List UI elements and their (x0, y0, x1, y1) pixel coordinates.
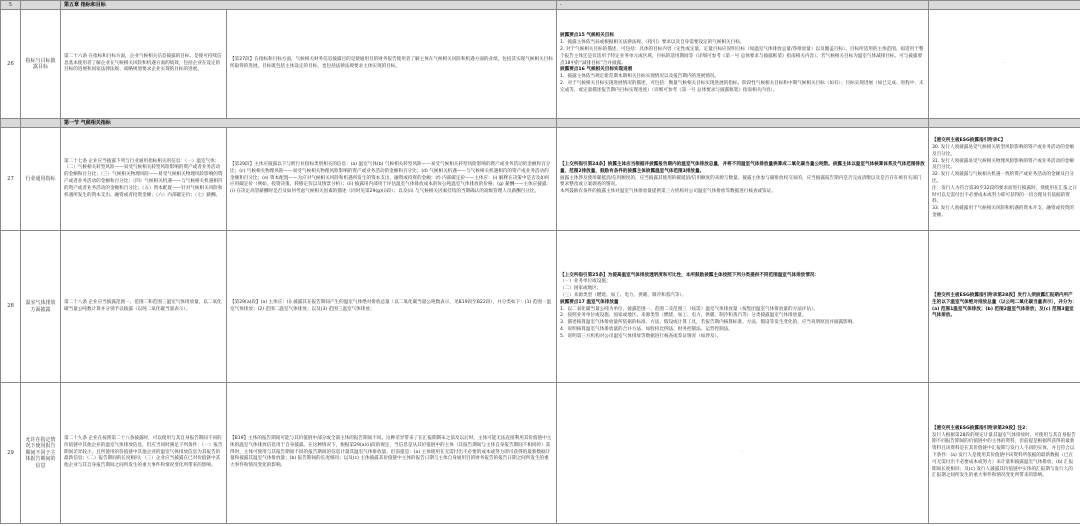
hkex-guideline (929, 231, 1080, 383)
table-row (1, 10, 1080, 119)
cell-line: 33. 发行人须披露用于气候相关风险和机遇的资本开支、融资或投资的金额。 (932, 206, 1074, 218)
sse-guideline (557, 231, 929, 383)
row-title: 温室气体排放方面披露 (21, 231, 61, 383)
section-title: 第五章 指标和目标 (61, 1, 557, 10)
blank-cell (21, 1, 61, 10)
cell-line: 披露主体涉及使用碳抵消/信用额度的，应当披露其使用的碳抵消/信用额度的来源与数量。披露主体参与碳排放权交易的，应当披露报告期内是否完成清缴以及是否存在被有关部门要求整改或立案调查的情况。 (560, 175, 922, 188)
cell-line: 【上交所指引第25条】为提高温室气体排放透明度和可比性，本所鼓励披露主体按照下列分类提供不同范围温室气体排放情况： (560, 272, 820, 278)
cell-line: 披露要点16 气候相关目标实现进展 (560, 67, 633, 73)
section-tail: - (557, 1, 929, 10)
cell-line: 【上交所指引第24条】披露主体应当根据并披露报告期内的温室气体排放总量，并将不同温室气体排放量换算成二氧化碳当量公吨数。披露主体以温室气体核算体系及气体范围排放量、范围2排放量，鼓励有条件的披露主体披露温室气体范围3排放量。 (560, 162, 925, 174)
hkex-guideline (929, 128, 1080, 231)
cell-line: 1．披露主体依当规定新范期本期相关目标实现情况以及报告期内的进展情况。 (560, 74, 720, 80)
table-row (1, 128, 1080, 231)
sse-guideline (557, 383, 929, 524)
row-title: 允许在指定情况下使用报告期间不同于主体报告期间的信息 (21, 383, 61, 524)
table-row (1, 383, 1080, 524)
section-title: 第一节 气候相关指标 (61, 119, 557, 128)
cell-line: 【港交所主板ESG披露指引附录第28段】发行人须披露汇报期内所产生的以下温室气体绝对排放总量（以公吨二氧化碳当量表示），并分为：(a) 范围1温室气体排放；(b) 范围2温室气体排放；及(c) 范围3温室气体排放。 (932, 292, 1077, 319)
table-row (1, 231, 1080, 383)
hkex-guideline: - (929, 10, 1080, 119)
blank-cell (21, 119, 61, 128)
cell-line: 披露要点15 气候相关目标 (560, 33, 614, 39)
section-header-row (1, 1, 1080, 10)
cn-standard-clause: 第二十七条 企业应当披露下列与行业通用指标相关的信息：（一）温室气体；（二）气候相关转型风险——易受气候相关转型风险影响的资产或者业务活动的金额和百分比；（三）气候相关物理风险——易受气候相关物理风险影响的资产或者业务活动的金额和百分比；（四）气候相关机遇——与气候相关机遇相符的资产或者业务活动的金额和百分比；（五）资本配置——针对气候相关风险和机遇所发生的资本支出、融资或者投资金额；（六）内部碳定价；（七）薪酬。 (61, 128, 227, 231)
row-title: 指标与目标披露目标 (21, 10, 61, 119)
cell-line: 【港交所主板ESG披露指引附录C】 (932, 138, 1006, 144)
cell-line: 30. 发行人须披露易受气候相关转型风险影响的资产或业务活动的金额及百分比。 (932, 145, 1074, 157)
cn-standard-clause: 第二十九条 企业在按照第二十八条披露时，可以使用与其自身报告期间不同的价值链中其他企业的温室气体排放信息，但应当同时满足下列条件：（一）报告期间差异较小，且所使用的价值链中其他企业的温室气体排放信息为其报告的最新信息；（二）报告期间的长度相同；（三）企业应当披露在已对价值链中其他企业与其自身报告期间之间所发生的重大事件和情况变化所带来的影响。 (61, 383, 227, 524)
row-number: 5 (1, 1, 21, 10)
cell-line: 31. 发行人须披露易受气候相关物理风险影响的资产或业务活动的金额及百分比。 (932, 158, 1074, 171)
cell-line: 2．按照业务单位或设施、国家或地区、来源类型（燃烧、加工、电力、供暖、制冷和蒸汽等）分类披露温室气体排放量。 (560, 313, 807, 319)
row-number (1, 119, 21, 128)
cell-line: （一）业务单位或设施； (560, 279, 611, 285)
cell-line: 5．说明第三方机构对公司温室气体排放等数据进行核查或鉴证情况（如涉及）。 (560, 333, 722, 339)
cell-line: 披露要点17 温室气体排放量 (560, 299, 619, 305)
cell-line: 注：发行人为符合第30至32段的要求而进行披露时，须使用在汇报之日时可以无需付出不必要成本或努力即可获得的一切合理及有依据的资料。 (932, 185, 1077, 205)
row-number: 26 (1, 10, 21, 119)
sse-guideline (557, 128, 929, 231)
issb-clause: 【B19】主体的报告期间可能与其价值链中部分或全部主体的报告期间不同。这种差异带来了在汇报期期末之前及以后时，主体可能无法直接利用其价值链中主体的温室气体排放信息用于自身披露。在这种情况下，根据第29(a)(i)段的规定，当信息是从其价值链中的主体（其报告期间与主体自身报告期间不相同时）获得时，主体可使用与其报告期间不同的报告期间的信息计量其温室气体排放量，但前提是：(a) 主体使用在无需付出不必要的成本或努力即可获得的最新数据计量和披露其温室气体排放量；(b) 报告期间的长度相同；以及(c) 主体披露其价值链中主体的报告日期与主体自身通用目的财务报告的报告日期之间所发生的重大事件和情况变化的影响。 (227, 383, 557, 524)
section-tail (557, 119, 929, 128)
issb-clause: 【第27段】在指标和目标方面，气候相关财务信息披露目的是使通用目的财务报告使用者了解主体在气候相关风险和机遇方面的业绩，包括其实现气候相关目标所取得的进展。目标既包括主体设定的目标，也包括法律法规要求主体实现的目标。 (227, 10, 557, 119)
blank-cell (929, 119, 1080, 128)
cn-standard-clause: 第二十八条 企业应当披露范围一、范围二和范围三温室气体排放量，以二氧化碳当量公吨数计算并分别予以披露（以吨二氧化碳当量表示）。 (61, 231, 227, 383)
section-header-row (1, 119, 1080, 128)
cell-line: - (741, 449, 744, 455)
cell-line: 1．以二氧化碳当量公吨为单位，披露范围一、范围二及范围三（按需）温室气体排放量（按集团温室气体排放量的方法评估）。 (560, 306, 818, 312)
hkex-guideline (929, 383, 1080, 524)
cell-line: 2. 对于气候相关目标的描述，可包括：具体的目标内容（定性或定量，定量目标应说明目标（如温室气体排放总量/净排放量）以及覆盖目标）、目标所适用的主体范围、拟适用于整个报告主体还是仅适用于特定业务单元或区域，目标的适用期间等（详细可参考《第一号 总体要求与披露框架》指南相关内容）。若气候相关目标为温室气体减排目标，可与披露要点18中的“减排目标”合并披露。 (560, 47, 924, 66)
row-number: 27 (1, 128, 21, 231)
row-number: 28 (1, 231, 21, 383)
cell-line: 4．说明核算温室气体排放量的合并方法、如股权比例法、财务控制法、运营控制法。 (560, 326, 733, 332)
issb-clause: 【第29(a)段】(a) 主体应：(i) 披露其在报告期间产生的温室气体绝对排放总量（以二氧化碳当量公吨数表示，见B19段至B22段），并分类如下：(1) 范围一温室气体排放；(2) 范围二温室气体排放；以及(3) 范围三温室气体排放； (227, 231, 557, 383)
row-number: 29 (1, 383, 21, 524)
cell-line: 本所鼓励有条件的披露主体对温室气体排放量提供第三方机构对公司温室气体排放等数据进行核查或鉴证。 (560, 189, 776, 195)
cell-line: 发行人根据第28段的规定计量其温室气体排放时，可使用与其自身报告期不同报告期间的价值链中的主体的资料，但前提是根据所获得的最新资料且该资料是在其价值链中汇报期与发行人不同的实体，并且符合以下条件：(a) 发行人是使用其价值链中该资料所依据的最新数据（已在可无需付出不必要成本或努力）来计量和披露温室气体排放；(b) 汇报期间长度相同；及(c) 发行人披露其价值链中实体的汇报期与发行人的汇报期之间所发生的重大事件和情况变化所带来的影响。 (932, 432, 1076, 479)
row-title: 行业通用指标 (21, 128, 61, 231)
cell-line: 32. 发行人须披露与气候相关机遇一致的资产或业务活动的金额及百分比。 (932, 172, 1074, 184)
cell-line: 2．对于气候相关目标实现进展情况的描述，可包括：衡量气候相关目标实现进展的指标、阶段性气候相关目标和中期气候相关目标（如有）；目标实现进展（如已完成、进程中、未完成等，或定量描述报告期内目标实现进度）（详细可参考《第一号 总体要求与披露框架》指南相关内容）。 (560, 80, 924, 93)
cell-line: 1．披露主体依当局或根据相关法律法规、《指引》要求以及自身需要设定的气候相关目标。 (560, 40, 745, 46)
blank-cell (929, 1, 1080, 10)
cell-line: 3．描述核算温室气体排放量所依据的标准、方法、假设或计算工具，若报告期内核算标准、方法、假设等发生变化的，应当说明原因并披露影响。 (560, 320, 857, 326)
cell-line: 【港交所主板ESG披露指引附录第29段】注2： (932, 425, 1030, 431)
cell-line: （二）国家或地区； (560, 286, 602, 292)
sse-guideline (557, 10, 929, 119)
issb-clause: 【第29段】主体应披露以下与跨行业指标类别相关的信息：(a) 温室气体(b) 气候相关转型风险——易受气候相关转型风险影响的资产或业务活动的金额和百分比；(c) 气候相关物理风险——易受气候相关物理风险影响的资产或业务活动的金额和百分比；(d) 气候相关机遇——与气候相关机遇相符的资产或业务活动的金额和百分比；(e) 资本配置——为应对气候相关风险和机遇所发生的资本支出、融资或投资的金额；(f) 内部碳定价——主体应：(i) 解释在决策中是否及如何应用碳定价（例如，投资决策、转移定价以及情景分析）；(ii) 披露用内部用于评估温室气体排放成本的每公吨温室气体排放的价格；(g) 薪酬——主体应披露：(i) 在决定高管薪酬时是否及如何考虑气候相关因素的描述（同时见第29(g)(i)段）；以及(ii) 与气候相关因素挂钩的当期确认的高级管理人员薪酬百分比。 (227, 128, 557, 231)
cell-line: （三）来源类型（燃烧、加工、电力、供暖、制冷和蒸汽等）。 (560, 292, 687, 298)
cn-standard-clause: 第二十六条 在指标和目标方面，企业气候相关信息披露的目标，是使可持续信息基本使用者了解企业在气候相关风险和机遇方面的绩效，包括企业在设定的目标的进展和国家法律法规、战略规划要求企业实现的目标的进展。 (61, 10, 227, 119)
